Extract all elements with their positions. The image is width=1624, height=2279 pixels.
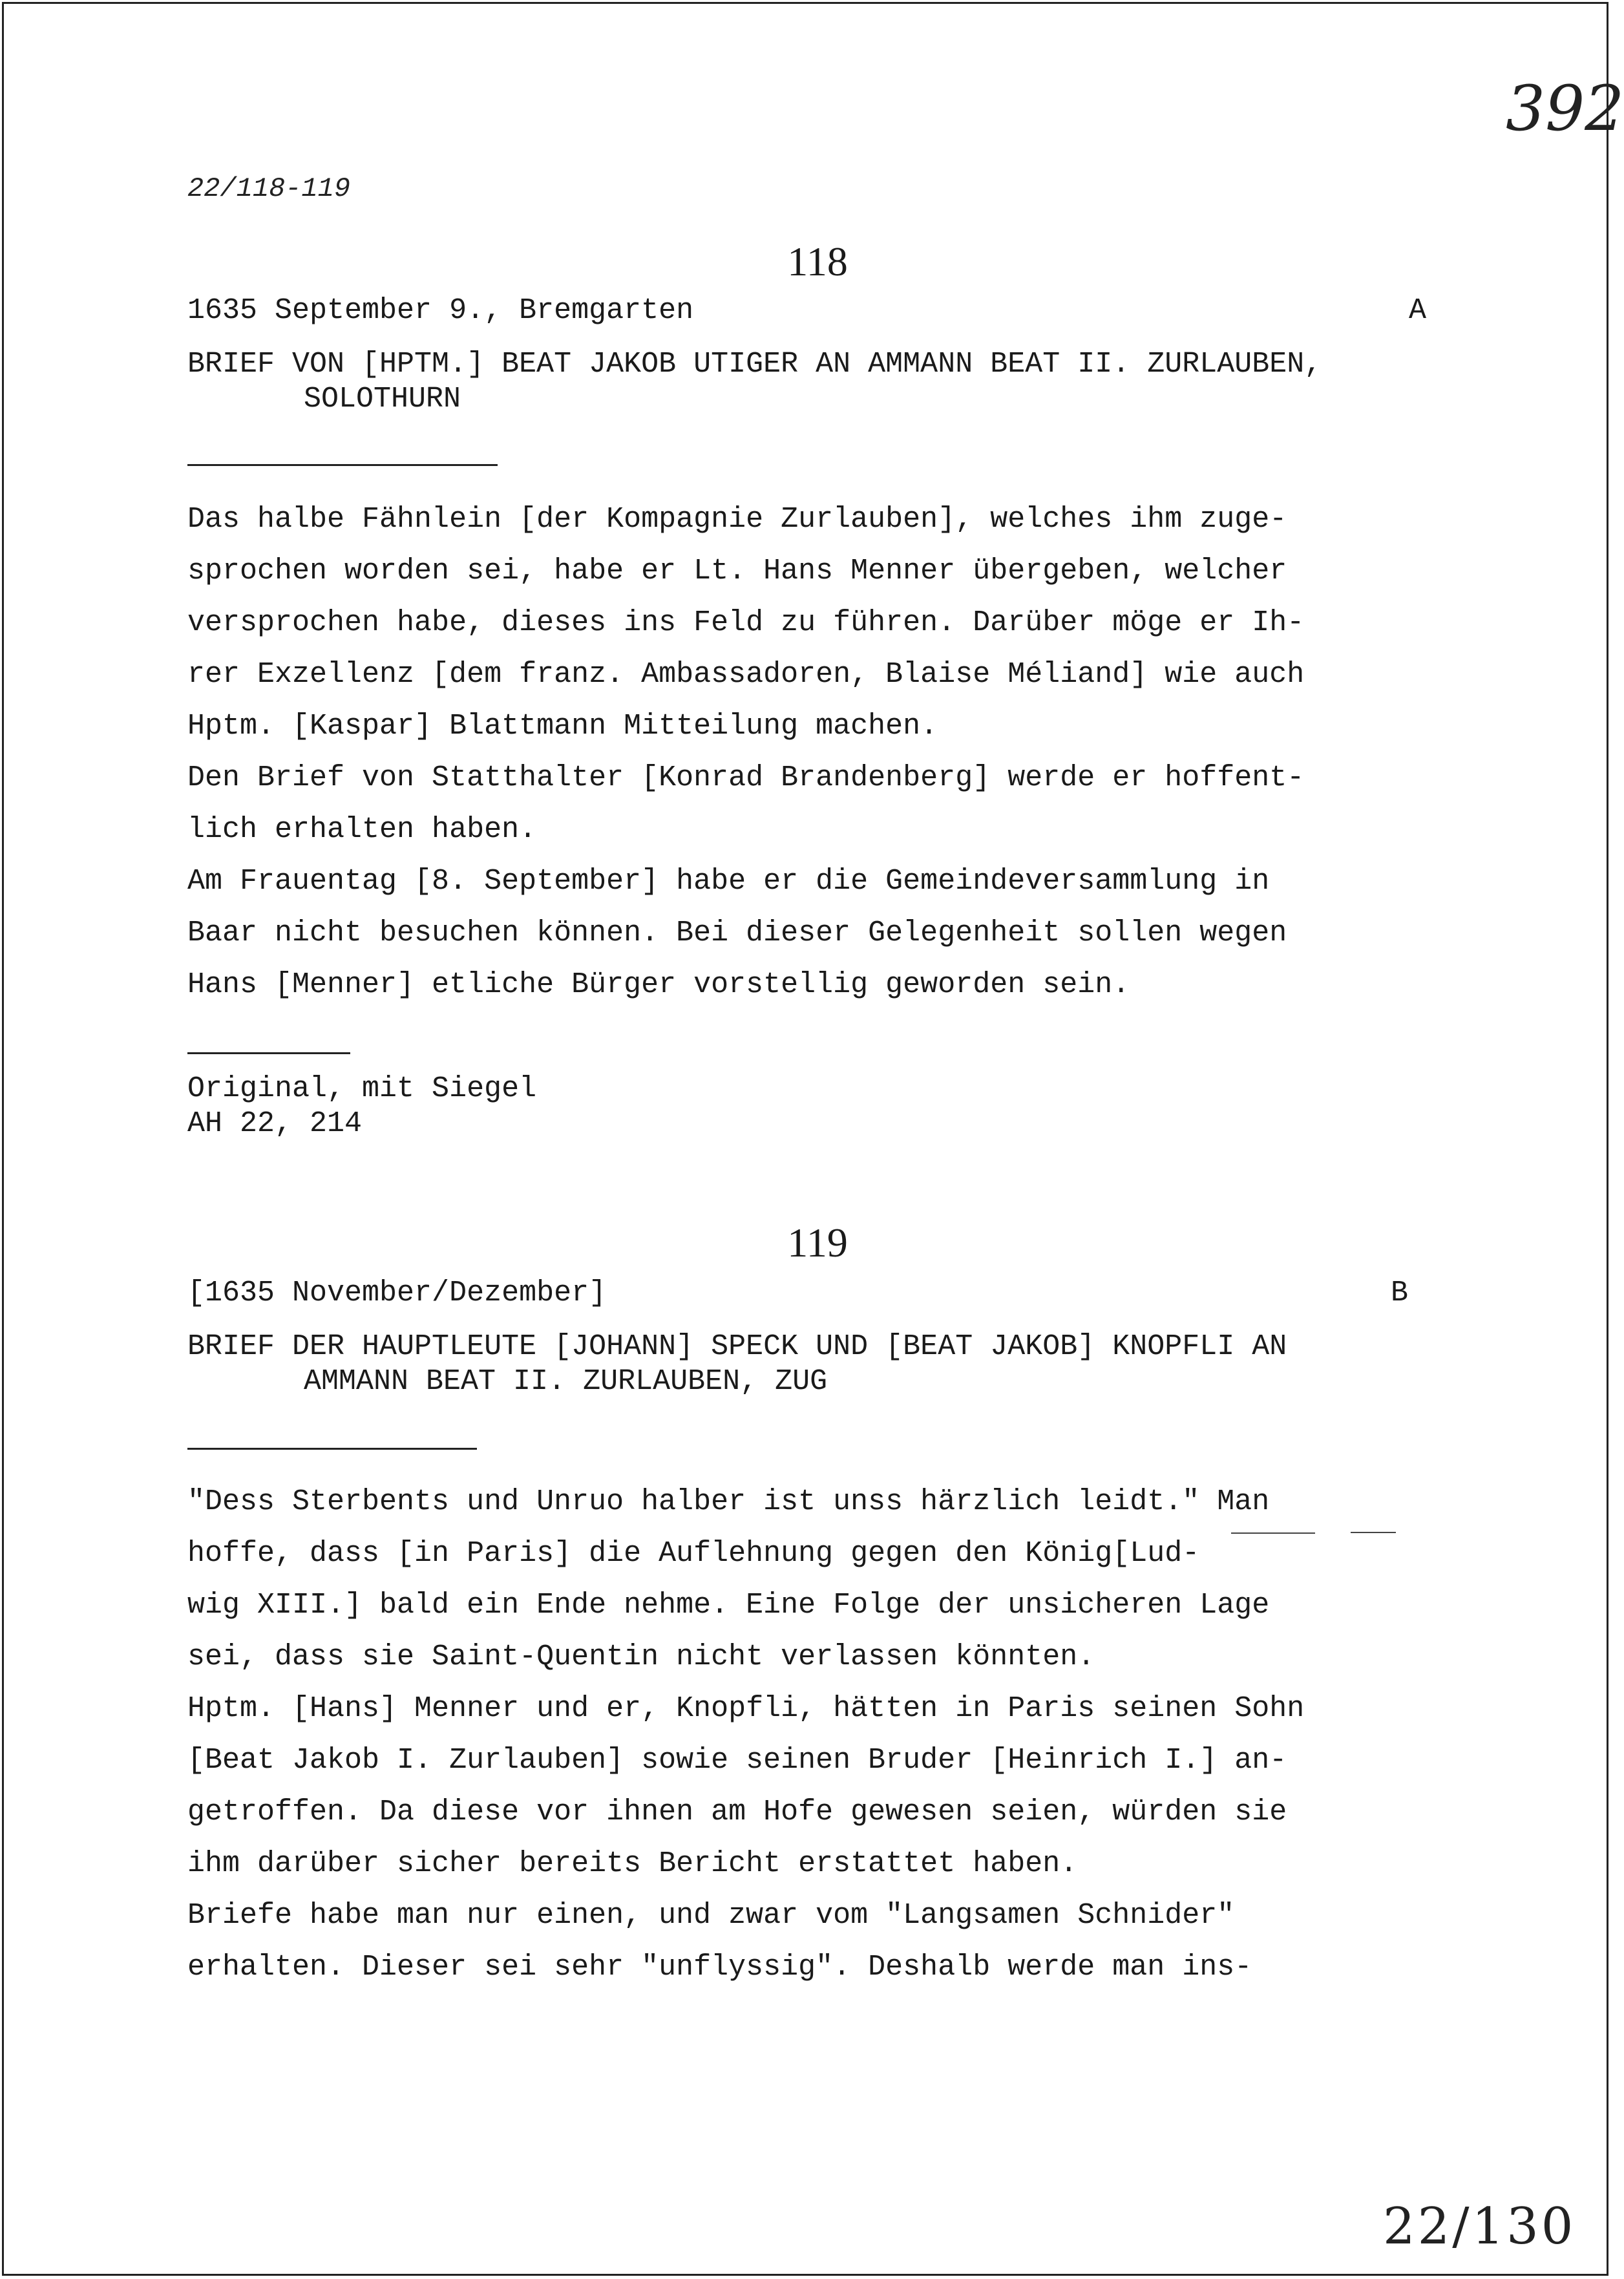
body-line: ihm darüber sicher bereits Bericht erstattet haben. (187, 1847, 1078, 1880)
body-line: sprochen worden sei, habe er Lt. Hans Menner übergeben, welcher (187, 555, 1287, 588)
entry-118-source-line: Original, mit Siegel (187, 1072, 537, 1105)
body-line: sei, dass sie Saint-Quentin nicht verlassen könnten. (187, 1640, 1095, 1673)
bottom-page-stamp: 22/130 (1383, 2198, 1576, 2256)
body-line: Baar nicht besuchen können. Bei dieser Gelegenheit sollen wegen (187, 917, 1287, 949)
entry-119-date-place: [1635 November/Dezember] (187, 1277, 607, 1309)
entry-119-grade: B (1391, 1277, 1409, 1309)
body-line: Am Frauentag [8. September] habe er die Gemeindeversammlung in (187, 865, 1270, 898)
body-line: Das halbe Fähnlein [der Kompagnie Zurlauben], welches ihm zuge- (187, 503, 1287, 536)
entry-119-title-line: BRIEF DER HAUPTLEUTE [JOHANN] SPECK UND [BEAT JAKOB] KNOPFLI AN (187, 1330, 1287, 1363)
entry-118-title-line: SOLOTHURN (304, 383, 461, 416)
body-line: getroffen. Da diese vor ihnen am Hofe gewesen seien, würden sie (187, 1796, 1287, 1828)
body-line: [Beat Jakob I. Zurlauben] sowie seinen Bruder [Heinrich I.] an- (187, 1744, 1287, 1777)
body-line: lich erhalten haben. (187, 813, 537, 846)
entry-118-date-place: 1635 September 9., Bremgarten (187, 294, 694, 327)
body-line: versprochen habe, dieses ins Feld zu führen. Darüber möge er Ih- (187, 606, 1305, 639)
entry-118-number: 118 (787, 238, 848, 284)
entry-118-title-line: BRIEF VON [HPTM.] BEAT JAKOB UTIGER AN AMMANN BEAT II. ZURLAUBEN, (187, 348, 1322, 381)
folio-number: 392 (1506, 72, 1624, 145)
body-line: Den Brief von Statthalter [Konrad Brandenberg] werde er hoffent- (187, 761, 1305, 794)
body-line: Hans [Menner] etliche Bürger vorstellig geworden sein. (187, 968, 1130, 1001)
correction-stroke (1231, 1532, 1315, 1534)
body-line: "Dess Sterbents und Unruo halber ist unss härzlich leidt." Man (187, 1485, 1270, 1518)
entry-119-number: 119 (787, 1220, 848, 1266)
entry-118-source-rule (187, 1052, 350, 1054)
body-line: Hptm. [Hans] Menner und er, Knopfli, hätten in Paris seinen Sohn (187, 1692, 1305, 1725)
entry-118-title-rule (187, 464, 498, 466)
body-line: wig XIII.] bald ein Ende nehme. Eine Folge der unsicheren Lage (187, 1589, 1270, 1622)
body-line: Briefe habe man nur einen, und zwar vom "Langsamen Schnider" (187, 1899, 1235, 1932)
entry-119-title-rule (187, 1448, 477, 1450)
body-line: hoffe, dass [in Paris] die Auflehnung gegen den König[Lud- (187, 1537, 1200, 1570)
archive-reference: 22/118-119 (187, 173, 351, 204)
entry-118-grade: A (1409, 294, 1427, 327)
correction-stroke (1351, 1532, 1396, 1533)
entry-119-title-line: AMMANN BEAT II. ZURLAUBEN, ZUG (304, 1365, 828, 1398)
body-line: rer Exzellenz [dem franz. Ambassadoren, Blaise Méliand] wie auch (187, 658, 1305, 691)
body-line: erhalten. Dieser sei sehr "unflyssig". Deshalb werde man ins- (187, 1951, 1252, 1984)
body-line: Hptm. [Kaspar] Blattmann Mitteilung machen. (187, 710, 938, 743)
entry-118-source-line: AH 22, 214 (187, 1107, 363, 1140)
